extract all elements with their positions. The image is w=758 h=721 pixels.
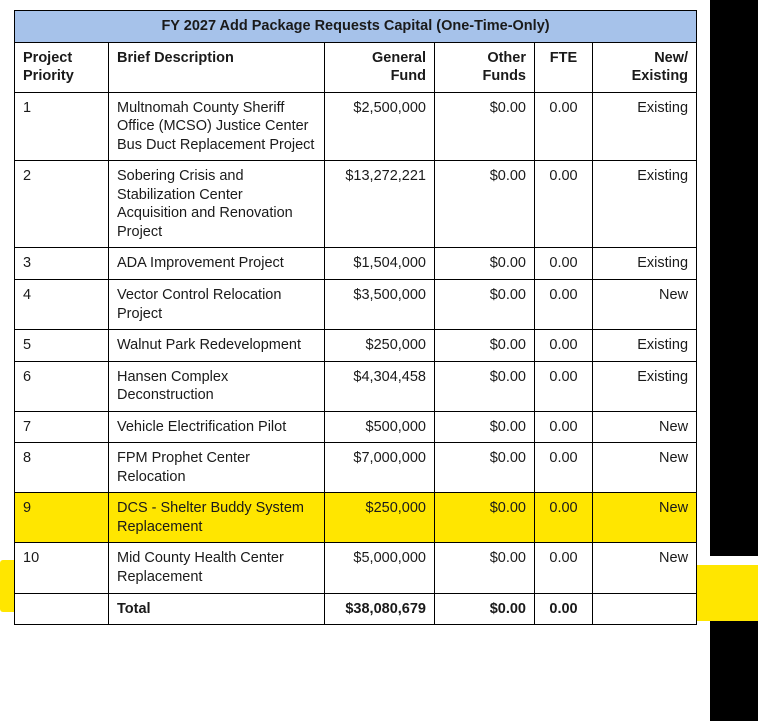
cell-brief-description: ADA Improvement Project	[109, 248, 325, 280]
cell-brief-description: Walnut Park Redevelopment	[109, 330, 325, 362]
cell-general-fund: $250,000	[325, 330, 435, 362]
cell-project-priority: 3	[15, 248, 109, 280]
table-title-row	[15, 11, 697, 43]
cell-fte: 0.00	[535, 161, 593, 248]
budget-table-container	[14, 10, 696, 625]
table-total-row	[15, 593, 697, 625]
table-row	[15, 443, 697, 493]
cell-other-funds: $0.00	[435, 161, 535, 248]
table-row	[15, 361, 697, 411]
cell-brief-description: Hansen Complex Deconstruction	[109, 361, 325, 411]
table-row	[15, 161, 697, 248]
cell-brief-description: Multnomah County Sheriff Office (MCSO) Justice Center Bus Duct Replacement Project	[109, 92, 325, 161]
page-edge-artifact-top	[710, 0, 758, 556]
cell-other-funds: $0.00	[435, 443, 535, 493]
cell-fte: 0.00	[535, 248, 593, 280]
cell-new-existing: Existing	[593, 361, 697, 411]
cell-general-fund: $4,304,458	[325, 361, 435, 411]
table-body	[15, 92, 697, 624]
cell-other-funds: $0.00	[435, 92, 535, 161]
table-row	[15, 411, 697, 443]
cell-general-fund: $1,504,000	[325, 248, 435, 280]
cell-other-funds: $0.00	[435, 361, 535, 411]
cell-project-priority: 5	[15, 330, 109, 362]
cell-brief-description: Sobering Crisis and Stabilization Center Acquisition and Renovation Project	[109, 161, 325, 248]
cell-general-fund: $2,500,000	[325, 92, 435, 161]
cell-other-funds: $0.00	[435, 411, 535, 443]
highlighter-mark-right	[694, 565, 758, 621]
cell-fte: 0.00	[535, 280, 593, 330]
cell-fte: 0.00	[535, 493, 593, 543]
cell-new-existing: New	[593, 543, 697, 593]
column-header-other-funds: Other Funds	[435, 42, 535, 92]
column-header-project-priority: Project Priority	[15, 42, 109, 92]
cell-project-priority: 10	[15, 543, 109, 593]
cell-other-funds: $0.00	[435, 330, 535, 362]
cell-project-priority: 7	[15, 411, 109, 443]
cell-fte: 0.00	[535, 92, 593, 161]
table-row	[15, 248, 697, 280]
cell-fte: 0.00	[535, 411, 593, 443]
cell-new-existing: Existing	[593, 92, 697, 161]
add-package-requests-table	[14, 10, 697, 625]
cell-other-funds: $0.00	[435, 248, 535, 280]
cell-project-priority: 6	[15, 361, 109, 411]
cell-general-fund: $13,272,221	[325, 161, 435, 248]
cell-brief-description: DCS - Shelter Buddy System Replacement	[109, 493, 325, 543]
cell-new-existing: Existing	[593, 161, 697, 248]
cell-fte: 0.00	[535, 330, 593, 362]
table-row	[15, 92, 697, 161]
table-row	[15, 330, 697, 362]
cell-new-existing: New	[593, 411, 697, 443]
column-header-fte: FTE	[535, 42, 593, 92]
column-header-brief-description: Brief Description	[109, 42, 325, 92]
column-header-general-fund: General Fund	[325, 42, 435, 92]
cell-brief-description: Mid County Health Center Replacement	[109, 543, 325, 593]
cell-brief-description: FPM Prophet Center Relocation	[109, 443, 325, 493]
cell-general-fund: $500,000	[325, 411, 435, 443]
table-header-row	[15, 42, 697, 92]
table-row	[15, 493, 697, 543]
cell-general-fund: $250,000	[325, 493, 435, 543]
total-other-funds: $0.00	[435, 593, 535, 625]
cell-other-funds: $0.00	[435, 493, 535, 543]
cell-project-priority: 4	[15, 280, 109, 330]
table-row	[15, 280, 697, 330]
page-edge-artifact-bottom	[710, 621, 758, 721]
cell-new-existing: New	[593, 443, 697, 493]
cell-fte: 0.00	[535, 543, 593, 593]
total-label: Total	[109, 593, 325, 625]
cell-general-fund: $3,500,000	[325, 280, 435, 330]
cell-fte: 0.00	[535, 443, 593, 493]
cell-fte: 0.00	[535, 361, 593, 411]
total-new-existing	[593, 593, 697, 625]
cell-project-priority: 9	[15, 493, 109, 543]
cell-brief-description: Vector Control Relocation Project	[109, 280, 325, 330]
cell-new-existing: Existing	[593, 248, 697, 280]
cell-general-fund: $7,000,000	[325, 443, 435, 493]
cell-brief-description: Vehicle Electrification Pilot	[109, 411, 325, 443]
table-row	[15, 543, 697, 593]
cell-project-priority: 2	[15, 161, 109, 248]
cell-new-existing: New	[593, 493, 697, 543]
table-title: FY 2027 Add Package Requests Capital (One-Time-Only)	[15, 11, 697, 43]
total-fte: 0.00	[535, 593, 593, 625]
cell-project-priority: 8	[15, 443, 109, 493]
cell-other-funds: $0.00	[435, 280, 535, 330]
total-cell-priority	[15, 593, 109, 625]
cell-other-funds: $0.00	[435, 543, 535, 593]
cell-project-priority: 1	[15, 92, 109, 161]
cell-new-existing: Existing	[593, 330, 697, 362]
column-header-new-existing: New/ Existing	[593, 42, 697, 92]
total-general-fund: $38,080,679	[325, 593, 435, 625]
cell-general-fund: $5,000,000	[325, 543, 435, 593]
cell-new-existing: New	[593, 280, 697, 330]
